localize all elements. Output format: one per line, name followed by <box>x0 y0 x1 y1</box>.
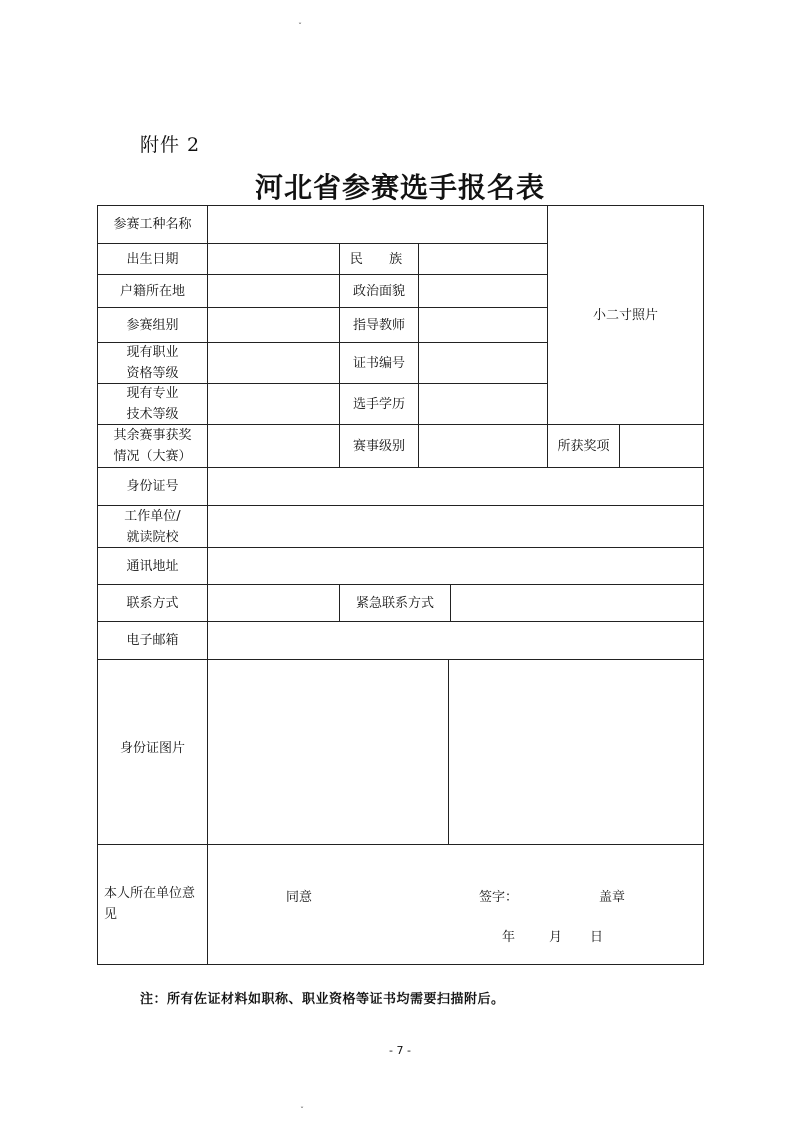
other-awards-label-text: 其余赛事获奖 情况（大赛） <box>113 428 192 464</box>
email-label: 电子邮箱 <box>126 633 179 648</box>
id-front-image-slot[interactable] <box>208 660 448 844</box>
emergency-contact-field[interactable] <box>451 585 703 621</box>
form-title: 河北省参赛选手报名表 <box>254 171 545 204</box>
day-label: 日 <box>590 930 604 945</box>
month-label: 月 <box>549 930 563 945</box>
group-field[interactable] <box>208 308 339 342</box>
work-unit-label <box>98 506 207 547</box>
contact-label: 联系方式 <box>126 595 179 611</box>
id-image-label: 身份证图片 <box>119 741 185 756</box>
ethnicity-field[interactable] <box>419 244 547 274</box>
birth-date-field[interactable] <box>208 244 339 274</box>
emergency-contact-label: 紧急联系方式 <box>355 595 434 611</box>
certificate-number-field[interactable] <box>419 343 547 383</box>
id-number-label: 身份证号 <box>126 479 179 494</box>
scan-speck: ˇ <box>298 22 302 31</box>
political-status-label: 政治面貌 <box>352 283 405 299</box>
technical-level-field[interactable] <box>208 384 339 424</box>
address-field[interactable] <box>208 548 703 584</box>
qualification-label <box>98 343 207 383</box>
attachment-label: 附件 2 <box>140 134 201 156</box>
year-label: 年 <box>502 930 516 945</box>
other-awards-field[interactable] <box>208 425 339 467</box>
other-awards-label <box>98 425 207 467</box>
group-label: 参赛组别 <box>126 317 179 333</box>
event-level-label: 赛事级别 <box>352 438 405 454</box>
education-field[interactable] <box>419 384 547 424</box>
work-unit-label-text: 工作单位/ 就读院校 <box>124 508 181 545</box>
award-field[interactable] <box>620 425 703 467</box>
mentor-field[interactable] <box>419 308 547 342</box>
seal-label[interactable]: 盖章 <box>599 890 626 905</box>
contact-field[interactable] <box>208 585 339 621</box>
page-number: - 7 - <box>389 1044 411 1057</box>
award-label: 所获奖项 <box>557 438 610 454</box>
work-unit-field[interactable] <box>208 506 703 547</box>
signature-label[interactable]: 签字： <box>479 890 519 905</box>
technical-level-label <box>98 384 207 424</box>
footnote: 注：所有佐证材料如职称、职业资格等证书均需要扫描附后。 <box>140 992 505 1007</box>
competition-type-label: 参赛工种名称 <box>113 217 192 232</box>
certificate-number-label: 证书编号 <box>352 355 405 371</box>
qualification-label-text: 现有职业 资格等级 <box>126 345 179 381</box>
ethnicity-label: 民 族 <box>349 251 409 267</box>
photo-placeholder[interactable]: 小二寸照片 <box>592 307 658 323</box>
unit-opinion-label <box>104 845 207 964</box>
address-label: 通讯地址 <box>126 558 179 574</box>
technical-level-label-text: 现有专业 技术等级 <box>126 386 179 422</box>
household-field[interactable] <box>208 275 339 307</box>
birth-date-label: 出生日期 <box>126 251 179 267</box>
scan-speck: ˇ <box>300 1106 304 1115</box>
id-number-field[interactable] <box>208 468 703 505</box>
political-status-field[interactable] <box>419 275 547 307</box>
education-label: 选手学历 <box>352 396 405 412</box>
competition-type-field[interactable] <box>208 206 547 243</box>
registration-form-table <box>97 205 704 965</box>
email-field[interactable] <box>208 622 703 659</box>
household-label: 户籍所在地 <box>119 283 185 299</box>
qualification-field[interactable] <box>208 343 339 383</box>
agree-text: 同意 <box>286 890 313 905</box>
mentor-label: 指导教师 <box>352 317 405 333</box>
event-level-field[interactable] <box>419 425 547 467</box>
unit-opinion-label-text: 本人所在单位意 见 <box>104 886 196 922</box>
id-back-image-slot[interactable] <box>449 660 703 844</box>
